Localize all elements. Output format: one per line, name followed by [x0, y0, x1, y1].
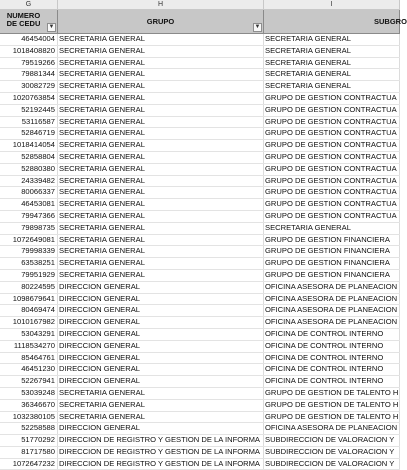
- table-row: [0, 46, 400, 58]
- column-letter-g[interactable]: G: [0, 0, 58, 9]
- column-letter-bar: [0, 0, 400, 10]
- cell-grupo[interactable]: SECRETARIA GENERAL: [58, 69, 264, 80]
- cell-numero-de-cedula[interactable]: 79951929: [0, 270, 58, 281]
- cell-grupo[interactable]: SECRETARIA GENERAL: [58, 400, 264, 411]
- table-row: [0, 93, 400, 105]
- cell-subgrupo[interactable]: OFICINA ASESORA DE PLANEACION: [264, 282, 400, 293]
- table-row: [0, 187, 400, 199]
- cell-grupo[interactable]: SECRETARIA GENERAL: [58, 258, 264, 269]
- cell-grupo[interactable]: DIRECCION GENERAL: [58, 364, 264, 375]
- cell-numero-de-cedula[interactable]: 46454004: [0, 34, 58, 45]
- cell-subgrupo[interactable]: OFICINA DE CONTROL INTERNO: [264, 364, 400, 375]
- cell-numero-de-cedula[interactable]: 30082729: [0, 81, 58, 92]
- table-row: [0, 447, 400, 459]
- cell-grupo[interactable]: SECRETARIA GENERAL: [58, 81, 264, 92]
- cell-subgrupo[interactable]: SECRETARIA GENERAL: [264, 46, 400, 57]
- cell-subgrupo[interactable]: GRUPO DE GESTION FINANCIERA: [264, 246, 400, 257]
- table-row: [0, 58, 400, 70]
- cell-numero-de-cedula[interactable]: 1018414054: [0, 140, 58, 151]
- table-row: [0, 317, 400, 329]
- table-row: [0, 128, 400, 140]
- cell-grupo[interactable]: SECRETARIA GENERAL: [58, 46, 264, 57]
- cell-grupo[interactable]: SECRETARIA GENERAL: [58, 34, 264, 45]
- cell-subgrupo[interactable]: OFICINA ASESORA DE PLANEACION: [264, 317, 400, 328]
- table-row: [0, 400, 400, 412]
- cell-subgrupo[interactable]: GRUPO DE GESTION CONTRACTUA: [264, 93, 400, 104]
- table-body: [0, 34, 400, 470]
- cell-grupo[interactable]: DIRECCION DE REGISTRO Y GESTION DE LA INFORMA: [58, 459, 264, 470]
- cell-grupo[interactable]: DIRECCION GENERAL: [58, 317, 264, 328]
- cell-grupo[interactable]: SECRETARIA GENERAL: [58, 223, 264, 234]
- cell-numero-de-cedula[interactable]: 52192445: [0, 105, 58, 116]
- cell-grupo[interactable]: SECRETARIA GENERAL: [58, 117, 264, 128]
- cell-numero-de-cedula[interactable]: 36346670: [0, 400, 58, 411]
- cell-subgrupo[interactable]: SUBDIRECCION DE VALORACION Y: [264, 447, 400, 458]
- header-cell-numero-de-cedula[interactable]: [0, 10, 58, 33]
- table-row: [0, 105, 400, 117]
- cell-numero-de-cedula[interactable]: 1018408820: [0, 46, 58, 57]
- filter-dropdown-icon[interactable]: ▼: [48, 24, 55, 30]
- table-row: [0, 353, 400, 365]
- cell-numero-de-cedula[interactable]: 52846719: [0, 128, 58, 139]
- cell-grupo[interactable]: DIRECCION GENERAL: [58, 329, 264, 340]
- cell-numero-de-cedula[interactable]: 1072649081: [0, 235, 58, 246]
- cell-numero-de-cedula[interactable]: 81717580: [0, 447, 58, 458]
- cell-numero-de-cedula[interactable]: 53039248: [0, 388, 58, 399]
- cell-numero-de-cedula[interactable]: 80469474: [0, 305, 58, 316]
- cell-subgrupo[interactable]: OFICINA ASESORA DE PLANEACION: [264, 423, 400, 434]
- cell-subgrupo[interactable]: GRUPO DE GESTION FINANCIERA: [264, 258, 400, 269]
- cell-numero-de-cedula[interactable]: 1010167982: [0, 317, 58, 328]
- header-label-numero-de-cedula: NUMERO DE CEDU: [6, 11, 41, 28]
- cell-numero-de-cedula[interactable]: 1032380105: [0, 412, 58, 423]
- cell-grupo[interactable]: DIRECCION GENERAL: [58, 294, 264, 305]
- table-row: [0, 69, 400, 81]
- header-label-grupo: GRUPO: [146, 17, 175, 26]
- cell-grupo[interactable]: SECRETARIA GENERAL: [58, 270, 264, 281]
- cell-subgrupo[interactable]: GRUPO DE GESTION CONTRACTUA: [264, 128, 400, 139]
- cell-subgrupo[interactable]: GRUPO DE GESTION CONTRACTUA: [264, 164, 400, 175]
- header-cell-subgrupo[interactable]: [264, 10, 407, 33]
- cell-grupo[interactable]: SECRETARIA GENERAL: [58, 164, 264, 175]
- table-row: [0, 294, 400, 306]
- cell-numero-de-cedula[interactable]: 52880380: [0, 164, 58, 175]
- cell-grupo[interactable]: SECRETARIA GENERAL: [58, 152, 264, 163]
- cell-subgrupo[interactable]: SUBDIRECCION DE VALORACION Y: [264, 459, 400, 470]
- cell-numero-de-cedula[interactable]: 51770292: [0, 435, 58, 446]
- cell-numero-de-cedula[interactable]: 52267941: [0, 376, 58, 387]
- cell-numero-de-cedula[interactable]: 1118534270: [0, 341, 58, 352]
- table-row: [0, 270, 400, 282]
- cell-subgrupo[interactable]: GRUPO DE GESTION DE TALENTO H: [265, 399, 399, 409]
- cell-subgrupo[interactable]: GRUPO DE GESTION CONTRACTUA: [264, 176, 400, 187]
- cell-grupo[interactable]: DIRECCION GENERAL: [58, 423, 264, 434]
- cell-subgrupo[interactable]: SECRETARIA GENERAL: [264, 34, 400, 45]
- cell-grupo[interactable]: SECRETARIA GENERAL: [58, 176, 264, 187]
- column-letter-i[interactable]: I: [264, 0, 400, 9]
- cell-subgrupo[interactable]: GRUPO DE GESTION CONTRACTUA: [264, 199, 400, 210]
- header-cell-grupo[interactable]: [58, 10, 264, 33]
- cell-subgrupo[interactable]: GRUPO DE GESTION CONTRACTUA: [264, 140, 400, 151]
- cell-grupo[interactable]: SECRETARIA GENERAL: [58, 246, 264, 257]
- table-row: [0, 376, 400, 388]
- cell-grupo[interactable]: SECRETARIA GENERAL: [58, 235, 264, 246]
- cell-numero-de-cedula[interactable]: 80224595: [0, 282, 58, 293]
- cell-grupo[interactable]: SECRETARIA GENERAL: [58, 105, 264, 116]
- table-row: [0, 81, 400, 93]
- cell-grupo[interactable]: SECRETARIA GENERAL: [58, 187, 264, 198]
- cell-numero-de-cedula[interactable]: 53116587: [0, 117, 58, 128]
- table-row: [0, 176, 400, 188]
- table-row: [0, 34, 400, 46]
- cell-grupo[interactable]: DIRECCION GENERAL: [58, 353, 264, 364]
- table-row: [0, 388, 400, 400]
- cell-subgrupo[interactable]: OFICINA DE CONTROL INTERNO: [264, 341, 400, 352]
- cell-subgrupo[interactable]: GRUPO DE GESTION FINANCIERA: [264, 270, 400, 281]
- table-row: [0, 246, 400, 258]
- cell-subgrupo[interactable]: SECRETARIA GENERAL: [264, 69, 400, 80]
- cell-grupo[interactable]: SECRETARIA GENERAL: [58, 58, 264, 69]
- cell-grupo[interactable]: SECRETARIA GENERAL: [58, 128, 264, 139]
- cell-numero-de-cedula[interactable]: 52858804: [0, 152, 58, 163]
- cell-subgrupo[interactable]: GRUPO DE GESTION CONTRACTUA: [264, 187, 400, 198]
- table-row: [0, 235, 400, 247]
- filter-dropdown-icon[interactable]: ▼: [254, 24, 261, 30]
- table-row: [0, 258, 400, 270]
- cell-subgrupo[interactable]: SECRETARIA GENERAL: [264, 81, 400, 92]
- cell-grupo[interactable]: DIRECCION GENERAL: [58, 305, 264, 316]
- table-row: [0, 459, 400, 470]
- cell-subgrupo[interactable]: GRUPO DE GESTION FINANCIERA: [264, 235, 400, 246]
- table-row: [0, 140, 400, 152]
- cell-grupo[interactable]: DIRECCION GENERAL: [58, 376, 264, 387]
- cell-subgrupo[interactable]: GRUPO DE GESTION DE TALENTO H: [265, 387, 399, 397]
- table-row: [0, 117, 400, 129]
- cell-numero-de-cedula[interactable]: 46453081: [0, 199, 58, 210]
- cell-subgrupo[interactable]: SECRETARIA GENERAL: [264, 58, 400, 69]
- cell-numero-de-cedula[interactable]: 24339482: [0, 176, 58, 187]
- table-row: [0, 435, 400, 447]
- cell-grupo[interactable]: DIRECCION DE REGISTRO Y GESTION DE LA INFORMA: [58, 447, 264, 458]
- cell-grupo[interactable]: DIRECCION GENERAL: [58, 341, 264, 352]
- cell-grupo[interactable]: SECRETARIA GENERAL: [58, 211, 264, 222]
- cell-subgrupo[interactable]: OFICINA DE CONTROL INTERNO: [264, 353, 400, 364]
- table-row: [0, 364, 400, 376]
- cell-numero-de-cedula[interactable]: 53043291: [0, 329, 58, 340]
- table-header-row: [0, 10, 407, 34]
- cell-grupo[interactable]: SECRETARIA GENERAL: [58, 93, 264, 104]
- cell-grupo[interactable]: SECRETARIA GENERAL: [58, 199, 264, 210]
- cell-subgrupo[interactable]: OFICINA DE CONTROL INTERNO: [264, 329, 400, 340]
- table-row: [0, 152, 400, 164]
- cell-subgrupo[interactable]: GRUPO DE GESTION CONTRACTUA: [264, 152, 400, 163]
- cell-numero-de-cedula[interactable]: 1098679641: [0, 294, 58, 305]
- cell-subgrupo[interactable]: SECRETARIA GENERAL: [264, 223, 400, 234]
- cell-subgrupo[interactable]: GRUPO DE GESTION DE TALENTO H: [265, 411, 399, 421]
- cell-grupo[interactable]: SECRETARIA GENERAL: [58, 412, 264, 423]
- table-row: [0, 211, 400, 223]
- table-row: [0, 282, 400, 294]
- cell-subgrupo[interactable]: GRUPO DE GESTION CONTRACTUA: [264, 117, 400, 128]
- cell-numero-de-cedula[interactable]: 63538251: [0, 258, 58, 269]
- table-row: [0, 341, 400, 353]
- table-row: [0, 423, 400, 435]
- cell-numero-de-cedula[interactable]: 79898735: [0, 223, 58, 234]
- column-letter-h[interactable]: H: [58, 0, 264, 9]
- cell-subgrupo[interactable]: OFICINA ASESORA DE PLANEACION: [264, 305, 400, 316]
- cell-numero-de-cedula[interactable]: 79947366: [0, 211, 58, 222]
- cell-numero-de-cedula[interactable]: 46451230: [0, 364, 58, 375]
- cell-numero-de-cedula[interactable]: 79881344: [0, 69, 58, 80]
- cell-grupo[interactable]: SECRETARIA GENERAL: [58, 140, 264, 151]
- table-row: [0, 164, 400, 176]
- cell-subgrupo[interactable]: OFICINA DE CONTROL INTERNO: [264, 376, 400, 387]
- cell-subgrupo[interactable]: GRUPO DE GESTION CONTRACTUA: [264, 211, 400, 222]
- cell-numero-de-cedula[interactable]: 1072647232: [0, 459, 58, 470]
- cell-numero-de-cedula[interactable]: 1020763854: [0, 93, 58, 104]
- cell-numero-de-cedula[interactable]: 80066337: [0, 187, 58, 198]
- cell-grupo[interactable]: DIRECCION DE REGISTRO Y GESTION DE LA INFORMA: [58, 435, 264, 446]
- table-row: [0, 223, 400, 235]
- cell-subgrupo[interactable]: OFICINA ASESORA DE PLANEACION: [264, 294, 400, 305]
- header-label-subgrupo: SUBGRO: [374, 17, 407, 26]
- cell-numero-de-cedula[interactable]: 79998339: [0, 246, 58, 257]
- cell-numero-de-cedula[interactable]: 85464761: [0, 353, 58, 364]
- table-row: [0, 412, 400, 424]
- cell-numero-de-cedula[interactable]: 79519266: [0, 58, 58, 69]
- table-row: [0, 305, 400, 317]
- table-row: [0, 329, 400, 341]
- cell-subgrupo[interactable]: GRUPO DE GESTION CONTRACTUA: [264, 105, 400, 116]
- cell-grupo[interactable]: SECRETARIA GENERAL: [58, 388, 264, 399]
- table-row: [0, 199, 400, 211]
- cell-subgrupo[interactable]: SUBDIRECCION DE VALORACION Y: [264, 435, 400, 446]
- cell-numero-de-cedula[interactable]: 52258588: [0, 423, 58, 434]
- cell-grupo[interactable]: DIRECCION GENERAL: [58, 282, 264, 293]
